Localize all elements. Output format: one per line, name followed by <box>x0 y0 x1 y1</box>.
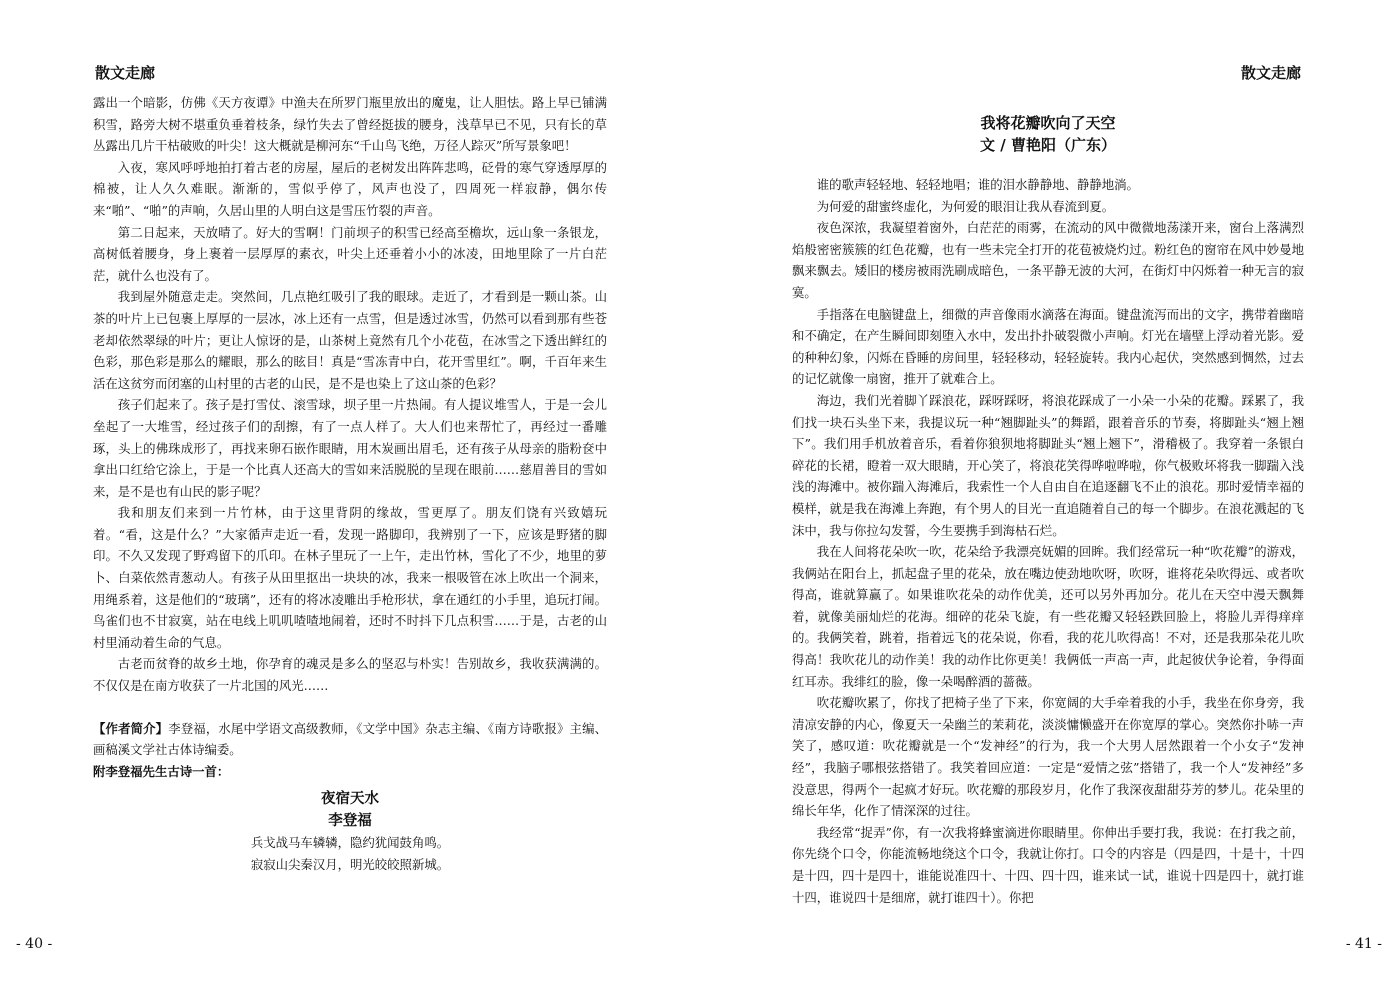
paragraph: 手指落在电脑键盘上，细微的声音像雨水滴落在海面。键盘流泻而出的文字，携带着幽暗和不确定，在产生瞬间即刻堕入水中，发出扑扑破裂微小声响。灯光在墙壁上浮动着光影。爱的种种幻象，闪烁在昏睡的房间里，轻轻移动，轻轻旋转。我内心起伏，突然感到惆然，过去的记忆就像一扇窗，推开了就难合上。 <box>792 306 1304 387</box>
paragraph: 我和朋友们来到一片竹林，由于这里背阴的缘故，雪更厚了。朋友们饶有兴致嬉玩着。“看，这是什么？”大家循声走近一看，发现一路脚印，我辨别了一下，应该是野猪的脚印。不久又发现了野鸡留下的爪印。在林子里玩了一上午，走出竹林，雪化了不少，地里的萝卜、白菜依然青葱动人。有孩子从田里抠出一块块的冰，我来一根吸管在冰上吹出一个洞来，用绳系着，这是他们的“玻璃”，还有的将冰凌雕出手枪形状，拿在通红的小手里，追玩打闹。鸟雀们也不甘寂寞，站在电线上叽叽喳喳地闹着，还时不时抖下几点积雪……于是，古老的山村里涌动着生命的气息。 <box>93 505 607 650</box>
article-title: 我将花瓣吹向了天空 <box>980 114 1116 132</box>
paragraph: 孩子们起来了。孩子是打雪仗、滚雪球，坝子里一片热闹。有人提议堆雪人，于是一会儿垒起了一大堆雪，经过孩子们的刮擦，有了一点人样了。大人们也来帮忙了，再经过一番雕琢，头上的佛珠成形了，再找来卵石嵌作眼睛，用木炭画出眉毛，还有孩子从母亲的脂粉奁中拿出口红给它涂上，于是一个比真人还高大的雪如来活脱脱的呈现在眼前……慈眉善目的雪如来，是不是也有山民的影子呢？ <box>93 397 607 499</box>
paragraph: 为何爱的甜蜜终虚化，为何爱的眼泪让我从春流到夏。 <box>816 198 1115 214</box>
paragraph: 谁的歌声轻轻地、轻轻地唱；谁的泪水静静地、静静地淌。 <box>816 177 1139 192</box>
author-bio-heading: 【作者简介】 <box>93 720 169 736</box>
poem-note: 附李登福先生古诗一首： <box>93 763 230 779</box>
poem-line: 寂寂山尖秦汉月，明光皎皎照新城。 <box>250 857 450 872</box>
paragraph: 我在人间将花朵吹一吹，花朵给予我漂亮妩媚的回眸。我们经常玩一种“吹花瓣”的游戏，我俩站在阳台上，抓起盘子里的花朵，放在嘴边使劲地吹呀，吹呀，谁将花朵吹得远、或者吹得高，谁就算赢了。如果谁吹花朵的动作优美，还可以另外再加分。花儿在天空中漫天飘舞着，就像美丽灿烂的花海。细碎的花朵飞旋，有一些花瓣又轻轻跌回脸上，将脸儿弄得痒痒的。我俩笑着，跳着，指着远飞的花朵说，你看，我的花儿吹得高！不对，还是我那朵花儿吹得高！我吹花儿的动作美！我的动作比你更美！我俩低一声高一声，此起彼伏争论着，争得面红耳赤。我绯红的脸，像一朵喝醉酒的蔷薇。 <box>792 544 1304 689</box>
paragraph: 我经常“捉弄”你，有一次我将蜂蜜滴进你眼睛里。你伸出手要打我，我说：在打我之前，你先绕个口令，你能流畅地绕这个口令，我就让你打。口令的内容是（四是四，十是十，十四是十四，四十是四十，谁能说准四十、十四、四十四，谁来试一试，谁说十四是四十，就打谁十四，谁说四十是细席，就打谁四十）。你把 <box>792 824 1304 905</box>
article-header <box>792 112 1304 156</box>
article-byline: 文 / 曹艳阳（广东） <box>980 136 1116 154</box>
right-page <box>699 0 1398 982</box>
poem-author: 李登福 <box>328 813 372 830</box>
paragraph: 入夜，寒风呼呼地拍打着古老的房屋，屋后的老树发出阵阵悲鸣，砭骨的寒气穿透厚厚的棉被，让人久久难眠。渐渐的，雪似乎停了，风声也没了，四周死一样寂静，偶尔传来“啪”、“啪”的声响，久居山里的人明白这是雪压竹裂的声音。 <box>93 159 607 218</box>
paragraph: 第二日起来，天放晴了。好大的雪啊！门前坝子的积雪已经高至檐坎，远山象一条银龙，高树低着腰身，身上裹着一层厚厚的素衣，叶尖上还垂着小小的冰凌，田地里除了一片白茫茫，就什么也没有了。 <box>93 224 607 283</box>
page-number: - 41 - <box>1345 936 1382 952</box>
paragraph: 古老而贫脊的故乡土地，你孕育的魂灵是多么的坚忍与朴实！告别故乡，我收获满满的。不仅仅是在南方收获了一片北国的风光…… <box>93 656 607 694</box>
left-text-column <box>93 92 607 876</box>
poem-line: 兵戈战马车辚辚，隐约犹闻鼓角鸣。 <box>250 835 450 851</box>
section-label: 散文走廊 <box>1240 64 1301 82</box>
paragraph: 露出一个暗影，仿佛《天方夜谭》中渔夫在所罗门瓶里放出的魔鬼，让人胆怯。路上早已铺满积雪，路旁大树不堪重负垂着枝条，绿竹失去了曾经挺拔的腰身，浅草早已不见，只有长的草丛露出几片干枯破败的叶尖！这大概就是柳河东“千山鸟飞绝，万径人踪灭”所写景象吧！ <box>93 95 607 154</box>
section-label: 散文走廊 <box>95 64 156 82</box>
paragraph: 夜色深浓，我凝望着窗外，白茫茫的雨雾，在流动的风中微微地荡漾开来，窗台上落满烈焰般密密簇簇的红色花瓣，也有一些未完全打开的花苞被烧灼过。粉红色的窗帘在风中妙曼地飘来飘去。矮旧的楼房被雨洗刷成暗色，一条平静无波的大河，在街灯中闪烁着一种无言的寂寞。 <box>792 220 1304 300</box>
paragraph: 吹花瓣吹累了，你找了把椅子坐了下来，你宽阔的大手牵着我的小手，我坐在你身旁，我清凉安静的内心，像夏天一朵幽兰的茉莉花，淡淡慵懒盛开在你宽厚的掌心。突然你扑哧一声笑了，感叹道：吹花瓣就是一个“发神经”的行为，我一个大男人居然跟着一个小女子“发神经”，我脑子哪根弦搭错了。我笑着回应道：一定是“爱情之弦”搭错了，我一个人“发神经”多没意思，得两个一起疯才好玩。吹花瓣的那段岁月，化作了我深夜甜甜芬芳的梦儿。花朵里的绵长年华，化作了情深深的过往。 <box>792 695 1304 819</box>
author-bio <box>93 718 607 761</box>
page-number: - 40 - <box>16 936 53 952</box>
paragraph: 海边，我们光着脚丫踩浪花，踩呀踩呀，将浪花踩成了一小朵一小朵的花瓣。踩累了，我们找一块石头坐下来，我提议玩一种“翘脚趾头”的舞蹈，跟着音乐的节奏，将脚趾头“翘上翘下”。我们用手机放着音乐，看着你狼狈地将脚趾头“翘上翘下”，滑稽极了。我穿着一条银白碎花的长裙，瞪着一双大眼睛，开心笑了，将浪花笑得哗啦哗啦，你气极败坏将我一脚踹入浅浅的海滩中。被你踹入海滩后，我索性一个人自由自在追逐翻飞不止的浪花。那时爱情幸福的模样，就是我在海滩上奔跑，有个男人的目光一直追随着自己的每一个脚步。在浪花溅起的飞沫中，我与你拉勾发誓，今生要携手到海枯石烂。 <box>792 392 1304 538</box>
poem-title: 夜宿天水 <box>321 791 379 808</box>
paragraph: 我到屋外随意走走。突然间，几点艳红吸引了我的眼球。走近了，才看到是一颗山茶。山茶的叶片上已包裹上厚厚的一层冰，冰上还有一点雪，但是透过冰雪，仍然可以看到那有些苍老却依然翠绿的叶片；更让人惊讶的是，山茶树上竟然有几个小花苞，在冰雪之下透出鲜红的色彩，那色彩是那么的耀眼，那么的眩目！真是“雪冻青中白，花开雪里红”。啊，千百年来生活在这贫穷而闭塞的山村里的古老的山民，是不是也染上了这山茶的色彩？ <box>93 289 607 391</box>
right-text-column <box>792 174 1304 908</box>
poem <box>93 788 607 875</box>
author-bio-text: 李登福，水尾中学语文高级教师，《文学中国》杂志主编、《南方诗歌报》主编、画稿溪文学社古体诗编委。 <box>93 720 608 758</box>
